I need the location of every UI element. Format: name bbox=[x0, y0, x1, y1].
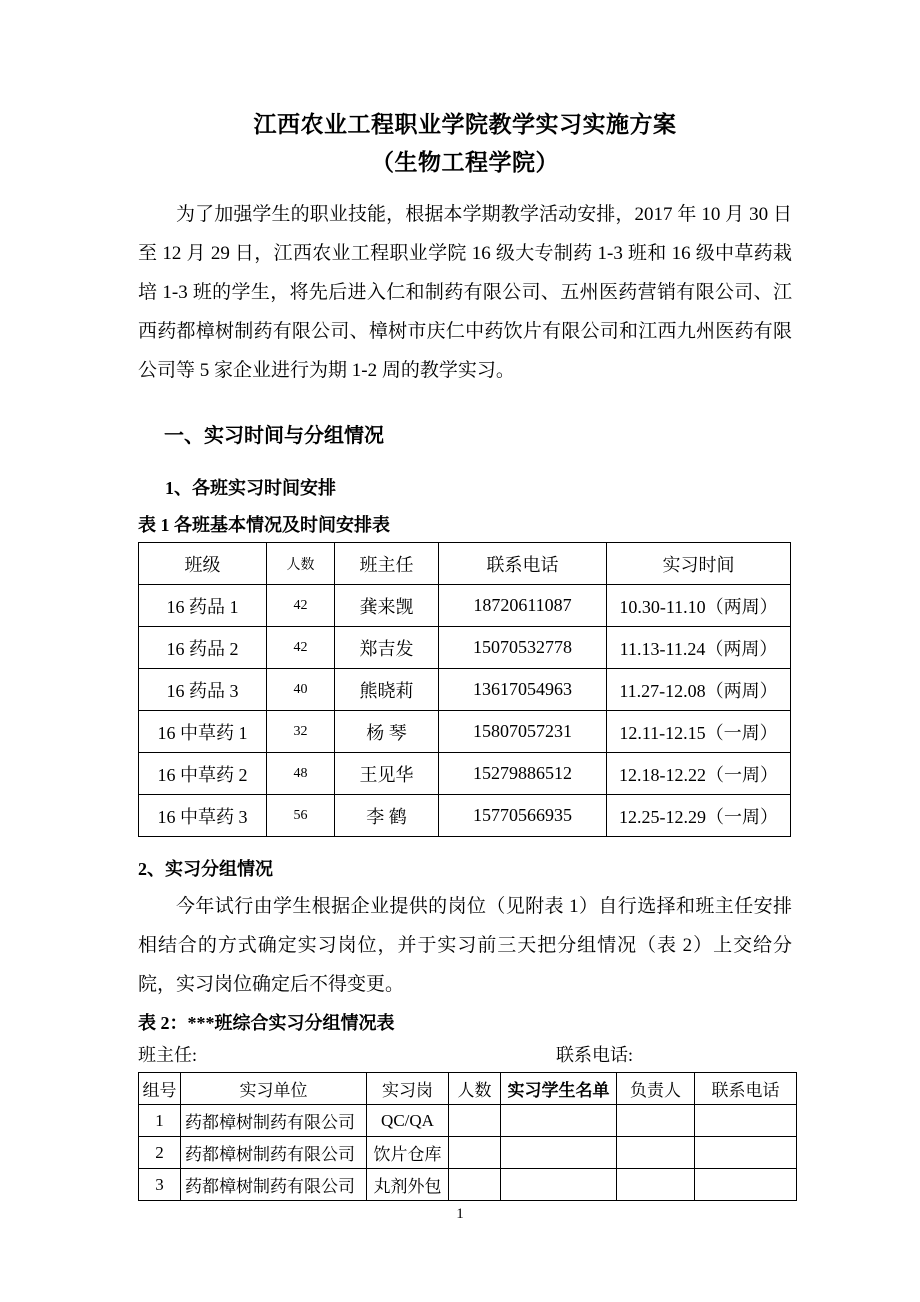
table2-cell-count bbox=[449, 1105, 501, 1137]
table1-cell-time: 12.25-12.29（一周） bbox=[607, 795, 791, 837]
table2-cell-student-list bbox=[501, 1169, 617, 1201]
table1-cell-count: 42 bbox=[267, 585, 335, 627]
table2-cell-student-list bbox=[501, 1137, 617, 1169]
table1-cell-count: 32 bbox=[267, 711, 335, 753]
page-subtitle: （生物工程学院） bbox=[371, 149, 559, 175]
table2-cell-phone bbox=[695, 1105, 797, 1137]
table1-col-count: 人数 bbox=[267, 543, 335, 585]
table2-cell-group-no: 3 bbox=[139, 1169, 181, 1201]
table-row bbox=[139, 627, 791, 669]
table1-cell-class: 16 药品 1 bbox=[139, 585, 267, 627]
table-grouping bbox=[138, 1072, 797, 1201]
table2-field-line bbox=[138, 1040, 792, 1070]
table2-cell-count bbox=[449, 1169, 501, 1201]
table1-cell-phone: 15770566935 bbox=[439, 795, 607, 837]
table2-cell-unit: 药都樟树制药有限公司 bbox=[181, 1169, 367, 1201]
page-number: 1 bbox=[456, 1206, 464, 1222]
table2-cell-responsible bbox=[617, 1169, 695, 1201]
table2-cell-unit: 药都樟树制药有限公司 bbox=[181, 1137, 367, 1169]
table2-col-group-no: 组号 bbox=[139, 1073, 181, 1105]
table1-cell-time: 12.18-12.22（一周） bbox=[607, 753, 791, 795]
table1-cell-phone: 15807057231 bbox=[439, 711, 607, 753]
table1-cell-time: 11.13-11.24（两周） bbox=[607, 627, 791, 669]
table1-cell-count: 56 bbox=[267, 795, 335, 837]
table1-cell-teacher: 杨 琴 bbox=[335, 711, 439, 753]
grouping-paragraph: 今年试行由学生根据企业提供的岗位（见附表 1）自行选择和班主任安排相结合的方式确定实习岗位，并于实习前三天把分组情况（表 2）上交给分院，实习岗位确定后不得变更。 bbox=[138, 896, 792, 996]
table1-cell-phone: 15070532778 bbox=[439, 627, 607, 669]
table2-caption: 表 2：***班综合实习分组情况表 bbox=[138, 1013, 395, 1034]
table1-caption: 表 1 各班基本情况及时间安排表 bbox=[138, 515, 390, 536]
class-teacher-label: 班主任: bbox=[138, 1045, 198, 1066]
table1-col-teacher: 班主任 bbox=[335, 543, 439, 585]
table1-cell-phone: 18720611087 bbox=[439, 585, 607, 627]
table2-col-post: 实习岗 bbox=[367, 1073, 449, 1105]
table-row bbox=[139, 1169, 797, 1201]
table-row bbox=[139, 795, 791, 837]
table-schedule bbox=[138, 542, 791, 837]
table1-cell-time: 12.11-12.15（一周） bbox=[607, 711, 791, 753]
section-heading-one: 一、实习时间与分组情况 bbox=[164, 425, 384, 448]
table1-cell-time: 11.27-12.08（两周） bbox=[607, 669, 791, 711]
subsection-heading-one: 1、各班实习时间安排 bbox=[165, 478, 336, 499]
table2-col-phone: 联系电话 bbox=[695, 1073, 797, 1105]
table2-col-responsible: 负责人 bbox=[617, 1073, 695, 1105]
table2-col-student-list: 实习学生名单 bbox=[501, 1073, 617, 1105]
table1-cell-class: 16 中草药 1 bbox=[139, 711, 267, 753]
table2-cell-phone bbox=[695, 1137, 797, 1169]
table2-col-count: 人数 bbox=[449, 1073, 501, 1105]
table2-cell-student-list bbox=[501, 1105, 617, 1137]
table1-cell-class: 16 药品 3 bbox=[139, 669, 267, 711]
table1-cell-phone: 13617054963 bbox=[439, 669, 607, 711]
table-row bbox=[139, 753, 791, 795]
table1-cell-class: 16 中草药 2 bbox=[139, 753, 267, 795]
contact-phone-label: 联系电话: bbox=[556, 1045, 634, 1066]
table2-cell-post: 饮片仓库 bbox=[367, 1137, 449, 1169]
table1-col-class: 班级 bbox=[139, 543, 267, 585]
table-row bbox=[139, 711, 791, 753]
table2-cell-count bbox=[449, 1137, 501, 1169]
table2-col-unit: 实习单位 bbox=[181, 1073, 367, 1105]
table1-cell-teacher: 王见华 bbox=[335, 753, 439, 795]
table2-cell-responsible bbox=[617, 1105, 695, 1137]
table2-cell-post: QC/QA bbox=[367, 1105, 449, 1137]
table-row bbox=[139, 1105, 797, 1137]
table2-cell-group-no: 1 bbox=[139, 1105, 181, 1137]
table1-cell-class: 16 药品 2 bbox=[139, 627, 267, 669]
subsection-heading-two: 2、实习分组情况 bbox=[138, 859, 273, 880]
table-row bbox=[139, 585, 791, 627]
table1-cell-count: 48 bbox=[267, 753, 335, 795]
table2-cell-post: 丸剂外包 bbox=[367, 1169, 449, 1201]
table-header-row bbox=[139, 543, 791, 585]
intro-paragraph: 为了加强学生的职业技能，根据本学期教学活动安排，2017 年 10 月 30 日至 12 月 29 日，江西农业工程职业学院 16 级大专制药 1-3 班和 16 级中草药栽培 1-3 班的学生，将先后进入仁和制药有限公司、五州医药营销有限公司、江西药都樟树制药有限公司、樟树市庆仁中药饮片有限公司和江西九州医药有限公司等 5 家企业进行为期 1-2 周的教学实习。 bbox=[138, 204, 792, 382]
table1-cell-phone: 15279886512 bbox=[439, 753, 607, 795]
table-row bbox=[139, 669, 791, 711]
table2-cell-group-no: 2 bbox=[139, 1137, 181, 1169]
table1-cell-count: 42 bbox=[267, 627, 335, 669]
table2-cell-unit: 药都樟树制药有限公司 bbox=[181, 1105, 367, 1137]
table1-col-time: 实习时间 bbox=[607, 543, 791, 585]
table2-cell-phone bbox=[695, 1169, 797, 1201]
table-row bbox=[139, 1137, 797, 1169]
table1-cell-teacher: 郑吉发 bbox=[335, 627, 439, 669]
table1-cell-teacher: 龚来觊 bbox=[335, 585, 439, 627]
page-title: 江西农业工程职业学院教学实习实施方案 bbox=[253, 112, 677, 137]
table1-cell-time: 10.30-11.10（两周） bbox=[607, 585, 791, 627]
table1-col-phone: 联系电话 bbox=[439, 543, 607, 585]
table1-cell-class: 16 中草药 3 bbox=[139, 795, 267, 837]
table1-cell-teacher: 李 鹤 bbox=[335, 795, 439, 837]
table2-cell-responsible bbox=[617, 1137, 695, 1169]
table1-cell-count: 40 bbox=[267, 669, 335, 711]
table-header-row bbox=[139, 1073, 797, 1105]
table1-cell-teacher: 熊晓莉 bbox=[335, 669, 439, 711]
